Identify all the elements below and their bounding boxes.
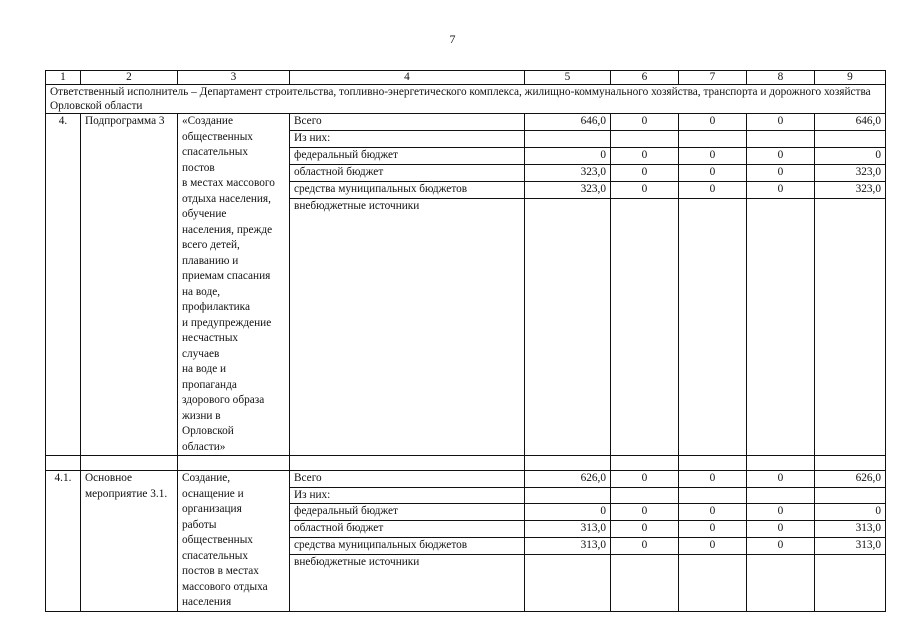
amount-cell-v9 <box>815 487 886 504</box>
column-header: 5 <box>525 71 611 85</box>
funding-source-label: федеральный бюджет <box>290 148 525 165</box>
amount-cell-v7: 0 <box>679 114 747 131</box>
funding-source-label: Из них: <box>290 487 525 504</box>
amount-cell-v9: 0 <box>815 504 886 521</box>
description-line: и предупреждение <box>182 316 272 329</box>
spacer-cell <box>46 456 81 471</box>
description-line: постов <box>182 161 215 174</box>
description-line: пропаганда <box>182 378 237 391</box>
funding-source-label: федеральный бюджет <box>290 504 525 521</box>
amount-cell-v9: 323,0 <box>815 182 886 199</box>
description-line: плаванию и <box>182 254 239 267</box>
item-description <box>178 114 290 456</box>
amount-cell-v8: 0 <box>747 182 815 199</box>
amount-cell-v5: 0 <box>525 504 611 521</box>
description-line: несчастных <box>182 332 239 344</box>
amount-cell-v7 <box>679 487 747 504</box>
description-line: на воде, <box>182 285 221 298</box>
amount-cell-v5: 313,0 <box>525 537 611 554</box>
amount-cell-v9: 313,0 <box>815 521 886 538</box>
column-number-row <box>46 71 886 85</box>
column-header: 8 <box>747 71 815 85</box>
amount-cell-v7: 0 <box>679 471 747 488</box>
description-line: массового отдыха <box>182 580 268 593</box>
description-line: спасательных <box>182 146 248 158</box>
spacer-cell <box>747 456 815 471</box>
column-header: 2 <box>81 71 178 85</box>
column-header: 3 <box>178 71 290 85</box>
funding-source-label: средства муниципальных бюджетов <box>290 182 525 199</box>
amount-cell-v7 <box>679 199 747 456</box>
item-name <box>81 471 178 612</box>
description-line: постов в местах <box>182 565 259 577</box>
amount-cell-v9 <box>815 199 886 456</box>
amount-cell-v6: 0 <box>611 471 679 488</box>
amount-cell-v6: 0 <box>611 504 679 521</box>
funding-source-label: Всего <box>290 471 525 488</box>
description-line: населения <box>182 596 232 608</box>
amount-cell-v8: 0 <box>747 537 815 554</box>
amount-cell-v5 <box>525 554 611 611</box>
amount-cell-v9 <box>815 131 886 148</box>
spacer-cell <box>679 456 747 471</box>
amount-cell-v5: 626,0 <box>525 471 611 488</box>
description-line: оснащение и <box>182 487 244 500</box>
amount-cell-v8 <box>747 199 815 456</box>
amount-cell-v7: 0 <box>679 148 747 165</box>
item-name: Подпрограмма 3 <box>81 114 178 456</box>
budget-table <box>45 70 886 612</box>
amount-cell-v9: 323,0 <box>815 165 886 182</box>
budget-row <box>46 114 886 131</box>
item-name-line: Основное <box>85 472 133 484</box>
amount-cell-v8: 0 <box>747 114 815 131</box>
column-header: 4 <box>290 71 525 85</box>
amount-cell-v7: 0 <box>679 165 747 182</box>
amount-cell-v6: 0 <box>611 182 679 199</box>
amount-cell-v6 <box>611 554 679 611</box>
description-line: области» <box>182 440 226 453</box>
description-line: населения, прежде <box>182 223 273 236</box>
amount-cell-v8 <box>747 487 815 504</box>
description-line: Создание, <box>182 472 231 484</box>
item-description <box>178 471 290 612</box>
amount-cell-v9: 646,0 <box>815 114 886 131</box>
funding-source-label: областной бюджет <box>290 521 525 538</box>
amount-cell-v8: 0 <box>747 504 815 521</box>
description-line: здорового образа <box>182 394 265 406</box>
amount-cell-v7: 0 <box>679 521 747 538</box>
description-line: спасательных <box>182 549 248 562</box>
amount-cell-v9: 0 <box>815 148 886 165</box>
description-line: отдыха населения, <box>182 192 271 205</box>
amount-cell-v7: 0 <box>679 182 747 199</box>
budget-row <box>46 471 886 488</box>
item-code: 4.1. <box>46 471 81 612</box>
amount-cell-v5 <box>525 131 611 148</box>
description-line: профилактика <box>182 301 251 313</box>
amount-cell-v8: 0 <box>747 165 815 182</box>
program-blocks <box>46 114 886 612</box>
amount-cell-v8: 0 <box>747 521 815 538</box>
amount-cell-v9 <box>815 554 886 611</box>
description-line: обучение <box>182 208 227 220</box>
amount-cell-v7 <box>679 554 747 611</box>
description-line: работы <box>182 518 217 531</box>
amount-cell-v7: 0 <box>679 537 747 554</box>
description-line: в местах массового <box>182 177 275 189</box>
amount-cell-v8: 0 <box>747 471 815 488</box>
responsible-executor: Ответственный исполнитель – Департамент строительства, топливно-энергетического комплекса, жилищно-коммунального хозяйства, транспорта и дорожного хозяйства Орловской области <box>46 85 886 114</box>
description-line: на воде и <box>182 363 227 375</box>
description-line: организация <box>182 503 242 515</box>
column-header: 9 <box>815 71 886 85</box>
amount-cell-v8 <box>747 554 815 611</box>
amount-cell-v6: 0 <box>611 521 679 538</box>
amount-cell-v6 <box>611 199 679 456</box>
spacer-cell <box>81 456 178 471</box>
item-code: 4. <box>46 114 81 456</box>
page-number: 7 <box>449 32 456 46</box>
amount-cell-v5: 323,0 <box>525 165 611 182</box>
funding-source-label: Всего <box>290 114 525 131</box>
responsible-row <box>46 85 886 114</box>
amount-cell-v5 <box>525 487 611 504</box>
amount-cell-v6 <box>611 131 679 148</box>
amount-cell-v5: 0 <box>525 148 611 165</box>
spacer-cell <box>611 456 679 471</box>
spacer-cell <box>815 456 886 471</box>
description-line: приемам спасания <box>182 270 271 282</box>
description-line: «Создание <box>182 115 233 127</box>
amount-cell-v9: 626,0 <box>815 471 886 488</box>
amount-cell-v6: 0 <box>611 537 679 554</box>
amount-cell-v5 <box>525 199 611 456</box>
amount-cell-v5: 323,0 <box>525 182 611 199</box>
amount-cell-v6: 0 <box>611 114 679 131</box>
description-line: Орловской <box>182 425 234 437</box>
column-header: 7 <box>679 71 747 85</box>
item-name-line: мероприятие 3.1. <box>85 487 168 500</box>
description-line: жизни в <box>182 409 221 422</box>
amount-cell-v5: 313,0 <box>525 521 611 538</box>
amount-cell-v8 <box>747 131 815 148</box>
funding-source-label: внебюджетные источники <box>290 199 525 456</box>
description-line: общественных <box>182 534 253 546</box>
amount-cell-v9: 313,0 <box>815 537 886 554</box>
description-line: общественных <box>182 130 253 143</box>
spacer-row <box>46 456 886 471</box>
amount-cell-v6: 0 <box>611 165 679 182</box>
amount-cell-v6: 0 <box>611 148 679 165</box>
funding-source-label: внебюджетные источники <box>290 554 525 611</box>
column-header: 6 <box>611 71 679 85</box>
amount-cell-v7 <box>679 131 747 148</box>
column-header: 1 <box>46 71 81 85</box>
funding-source-label: Из них: <box>290 131 525 148</box>
funding-source-label: средства муниципальных бюджетов <box>290 537 525 554</box>
spacer-cell <box>178 456 290 471</box>
amount-cell-v5: 646,0 <box>525 114 611 131</box>
amount-cell-v7: 0 <box>679 504 747 521</box>
spacer-cell <box>525 456 611 471</box>
description-line: всего детей, <box>182 239 240 251</box>
description-line: случаев <box>182 347 220 360</box>
amount-cell-v8: 0 <box>747 148 815 165</box>
amount-cell-v6 <box>611 487 679 504</box>
spacer-cell <box>290 456 525 471</box>
funding-source-label: областной бюджет <box>290 165 525 182</box>
